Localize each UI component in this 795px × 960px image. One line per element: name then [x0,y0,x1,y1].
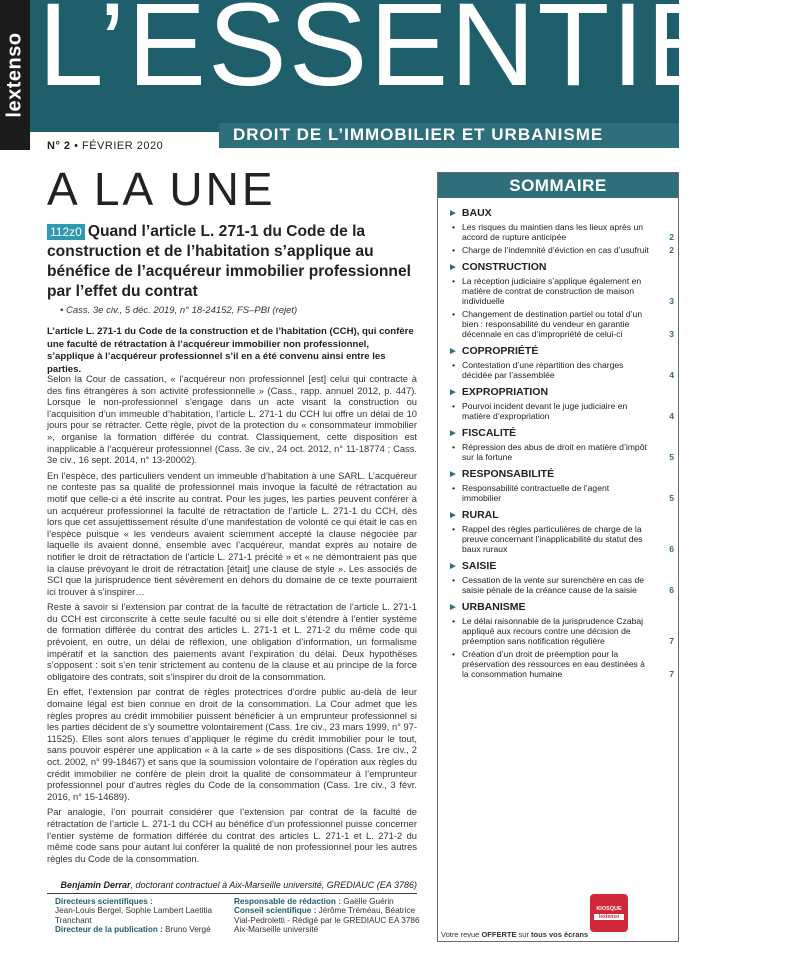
bullet-icon: • [452,649,456,659]
toc-entry-text: Changement de destination partiel ou total d’un bien : responsabilité du vendeur en garantie décennale en cas d’impropriété de celui-ci [462,309,643,339]
section-title: COPROPRIÉTÉ [461,345,539,357]
section-title: FISCALITÉ [461,427,517,439]
sommaire-section-rural [448,509,674,554]
credit-value: Jean-Louis Bergel, Sophie Lambert Laetitia Tranchant [55,906,213,925]
page-number: 5 [669,452,674,462]
sommaire-header [438,173,678,198]
toc-entry-text: Charge de l’indemnité d’éviction en cas d’usufruit [462,245,649,255]
page-number: 2 [669,245,674,255]
toc-entry[interactable] [448,575,674,595]
section-heading: A LA UNE [47,163,276,215]
arrow-right-icon: ► [448,262,458,273]
toc-entry[interactable] [448,222,674,242]
promo-mid: sur [516,930,532,939]
arrow-right-icon: ► [448,208,458,219]
article-body [47,374,417,869]
section-link-copropriete[interactable] [448,345,674,357]
article-title-text: Quand l’article L. 271-1 du Code de la construction et de l’habitation s’applique au bénéfice de l’acquéreur immobilier professionnel par l’effet du contrat [47,223,411,300]
bullet-icon: • [452,442,456,452]
page-number: 4 [669,370,674,380]
section-link-urbanisme[interactable] [448,601,674,613]
arrow-right-icon: ► [448,346,458,357]
toc-entry[interactable] [448,442,674,462]
toc-entry-text: La réception judiciaire s’applique également en matière de contrat de construction de maison individuelle [462,276,642,306]
bullet-icon: • [452,276,456,286]
sommaire-section-fiscalite [448,427,674,462]
toc-entry[interactable] [448,616,674,646]
sommaire-section-copropriete [448,345,674,380]
toc-entry-text: Le délai raisonnable de la jurisprudence Czabaj appliqué aux recours contre une décision de préemption sans notification régulière [462,616,644,646]
credit-value: Bruno Vergé [165,925,211,935]
issue-info: N° 2 • FÉVRIER 2020 [47,140,164,152]
bullet-icon: • [452,309,456,319]
page-number: 5 [669,493,674,503]
toc-entry-text: Répression des abus de droit en matière d’impôt sur la fortune [462,442,647,462]
author-role: , doctorant contractuel à Aix-Marseille université, GREDIAUC (EA 3786) [130,880,417,890]
bullet-icon: • [452,401,456,411]
section-link-construction[interactable] [448,261,674,273]
section-title: BAUX [461,207,492,219]
section-title: SAISIE [461,560,497,572]
promo-offer: OFFERTE [481,930,517,939]
credit-label: Responsable de rédaction : [234,897,341,906]
sommaire-list [448,207,674,685]
brand-logo: lextenso [3,32,26,118]
toc-entry-text: Les risques du maintien dans les lieux après un accord de rupture anticipée [462,222,644,242]
arrow-right-icon: ► [448,602,458,613]
sommaire-section-baux [448,207,674,255]
arrow-right-icon: ► [448,428,458,439]
body-paragraph: En l’espèce, des particuliers vendent un immeuble d’habitation à une SARL. L’acquéreur ne conteste pas sa qualité de professionnel mais invoque la faculté de rétractation au motif que celle-ci a été inscrite au contrat. Pour les juges, les parties peuvent conférer à un acquéreur professionnel la faculté de rétractation de l’article L. 271-1 du CCH, dès lors que cet assujettissement résulte d’une manifestation de volonté ce qui était le cas en l’espèce puisque « les vendeurs avaient sciemment accepté la clause négociée par laquelle ils avaient donné, ensemble avec l’acquéreur, mandat exprès au notaire de notifier le droit de rétractation de l’article L. 271-1 précité » et « ne démontraient pas que la clause prévoyant le droit de rétractation [était] une clause de style ». Les associés de SCI que la jurisprudence tient sévèrement en dehors du domaine de ce texte pourraient ici trouver à s’inspirer… [47,470,417,597]
bullet-icon: • [452,245,456,255]
page-number: 7 [669,669,674,679]
bullet-icon: • [452,524,456,534]
section-link-baux[interactable] [448,207,674,219]
toc-entry[interactable] [448,245,674,255]
article-lead: L’article L. 271-1 du Code de la construction et de l’habitation (CCH), qui confère une faculté de rétractation à l’acquéreur immobilier non professionnel, s’applique à l’acquéreur professionnel s’il en a été convenu ainsi entre les parties. [47,326,414,375]
toc-entry-text: Responsabilité contractuelle de l’agent immobilier [462,483,610,503]
sommaire-title: SOMMAIRE [509,176,607,195]
credit-label: Directeurs scientifiques : [55,897,153,906]
toc-entry-text: Contestation d’une répartition des charges décidée par l’assemblée [462,360,624,380]
credits-divider [47,893,417,894]
bullet-icon: • [452,483,456,493]
credits-right [234,897,424,935]
sommaire-panel [437,172,679,942]
toc-entry[interactable] [448,401,674,421]
page-number: 2 [669,232,674,242]
masthead-title: L’ESSENTIEL [38,0,795,111]
toc-entry[interactable] [448,524,674,554]
toc-entry-text: Cessation de la vente sur surenchère en cas de saisie pénale de la créance cause de la saisie [462,575,645,595]
article-code-badge: 112z0 [47,224,85,240]
body-paragraph: En effet, l’extension par contrat de règles protectrices d’ordre public au-delà de leur domaine légal est bien connue en droit de la consommation. La Cour admet que les règles propres au crédit immobilier puissent bénéficier à un emprunteur professionnel si les parties décident de s’y soumettre volontairement (Cass. 1re civ., 23 mars 1999, n° 97-11525). Elles sont alors tenues d’appliquer le régime du crédit immobilier pour le tout, sans pouvoir espérer une application « à la carte » de ses dispositions (Cass. 1re civ., 2 oct. 2002, n° 99-18467) et sans que la soumission volontaire de l’opération aux règles du crédit immobilier ne confère de plein droit la qualité de consommateur à l’emprunteur professionnel pour d’autres règles du Code de la consommation (Cass. 1re civ., 3 févr. 2016, n° 15-14689). [47,687,417,802]
issue-date: FÉVRIER 2020 [82,140,164,152]
section-title: URBANISME [461,601,526,613]
toc-entry[interactable] [448,276,674,306]
page-number: 4 [669,411,674,421]
page-number: 7 [669,636,674,646]
credit-value: Jérôme Tréméau, Béatrice Vial-Pedroletti - Rédigé par le GREDIAUC EA 3786 Aix-Marseille université [234,906,420,935]
section-link-fiscalite[interactable] [448,427,674,439]
toc-entry[interactable] [448,360,674,380]
sommaire-section-construction [448,261,674,339]
section-title: RESPONSABILITÉ [461,468,555,480]
section-title: CONSTRUCTION [461,261,547,273]
sommaire-section-expropriation [448,386,674,421]
page-number: 3 [669,329,674,339]
section-link-rural[interactable] [448,509,674,521]
header [0,0,795,150]
arrow-right-icon: ► [448,469,458,480]
case-citation: • Cass. 3e civ., 5 déc. 2019, n° 18-24152, FS–PBI (rejet) [60,305,298,316]
toc-entry[interactable] [448,483,674,503]
page-number: 6 [669,585,674,595]
section-link-responsabilite[interactable] [448,468,674,480]
body-paragraph: Reste à savoir si l’extension par contrat de la faculté de rétractation de l’article L. 271-1 du CCH est circonscrite à cette seule faculté ou si elle doit s’étendre à l’entier système de formation différée du contrat des articles L. 271-1 et L. 271-2 du même code qui prévoient, en outre, un délai de réflexion, une obligation d’information, un formalisme impératif et la sanction des paiements avant l’expiration du délai. Deux hypothèses s’opposent : soit s’en tenir strictement au contenu de la clause et au principe de la force obligatoire des contrats, soit s’inspirer du droit de la consommation. [47,602,417,682]
subtitle-bar [219,123,679,148]
sommaire-section-urbanisme [448,601,674,679]
credit-label: Directeur de la publication : [55,925,163,935]
body-paragraph: Selon la Cour de cassation, « l’acquéreur non professionnel [est] celui qui contracte à des fins étrangères à son activité professionnelle » (Cass., rapp. annuel 2012, p. 447). Lorsque le non-professionnel s’engage dans un acte visant la construction ou l’acquisition d’un immeuble d’habitation, l’article L. 271-1 du CCH lui offre un délai de 10 jours pour se rétracter. Cette règle, pivot de la protection du « consommateur immobilier », organise la formation différée du contrat. Classiquement, cette disposition est inapplicable à l’acquéreur professionnel (Cass. 3e civ., 24 oct. 2012, n° 11-18774 ; Cass. 3e civ., 16 sept. 2014, n° 13-20002). [47,374,417,466]
bullet-icon: • [452,575,456,585]
author-name: Benjamin Derrar [60,880,131,890]
publication-subtitle: DROIT DE L’IMMOBILIER ET URBANISME [233,125,604,144]
bullet-icon: • [452,616,456,626]
sommaire-section-saisie [448,560,674,595]
section-link-saisie[interactable] [448,560,674,572]
toc-entry[interactable] [448,649,674,679]
credit-label: Conseil scientifique : [234,906,317,916]
kiosque-label: KIOSQUE [596,906,622,912]
page-number: 3 [669,296,674,306]
promo-prefix: Votre revue [441,930,482,939]
credits-left [55,897,220,935]
bullet-icon: • [452,360,456,370]
arrow-right-icon: ► [448,510,458,521]
toc-entry[interactable] [448,309,674,339]
brand-strip [0,0,30,150]
section-title: EXPROPRIATION [461,386,549,398]
body-paragraph: Par analogie, l’on pourrait considérer que l’extension par contrat de la faculté de rétractation de l’article L. 271-1 du CCH au bénéfice d’un professionnel puisse concerner l’entier système de formation différée du contrat des articles L. 271-1 et L. 271-2 du même code sans pour autant lui conférer la qualité de non professionnel pour les autres règles du Code de la consommation. [47,807,417,864]
arrow-right-icon: ► [448,561,458,572]
page-number: 6 [669,544,674,554]
article-title [47,222,417,302]
credit-value: Gaëlle Guérin [343,897,394,906]
author-signature [47,880,417,890]
case-citation-text: Cass. 3e civ., 5 déc. 2019, n° 18-24152, FS–PBI (rejet) [65,305,298,316]
issue-number: N° 2 [47,140,71,152]
section-title: RURAL [461,509,499,521]
bullet-icon: • [452,222,456,232]
kiosque-brand: lextenso [594,914,624,920]
arrow-right-icon: ► [448,387,458,398]
promo-text [441,930,588,939]
toc-entry-text: Pourvoi incident devant le juge judiciaire en matière d’expropriation [462,401,628,421]
toc-entry-text: Création d’un droit de préemption pour la préservation des ressources en eau destinées à la consommation humaine [462,649,645,679]
promo-screens: tous vos écrans [531,930,589,939]
kiosque-badge[interactable] [590,894,628,932]
section-link-expropriation[interactable] [448,386,674,398]
toc-entry-text: Rappel des règles particulières de charge de la preuve concernant l’inapplicabilité du statut des baux ruraux [462,524,643,554]
sommaire-section-responsabilite [448,468,674,503]
